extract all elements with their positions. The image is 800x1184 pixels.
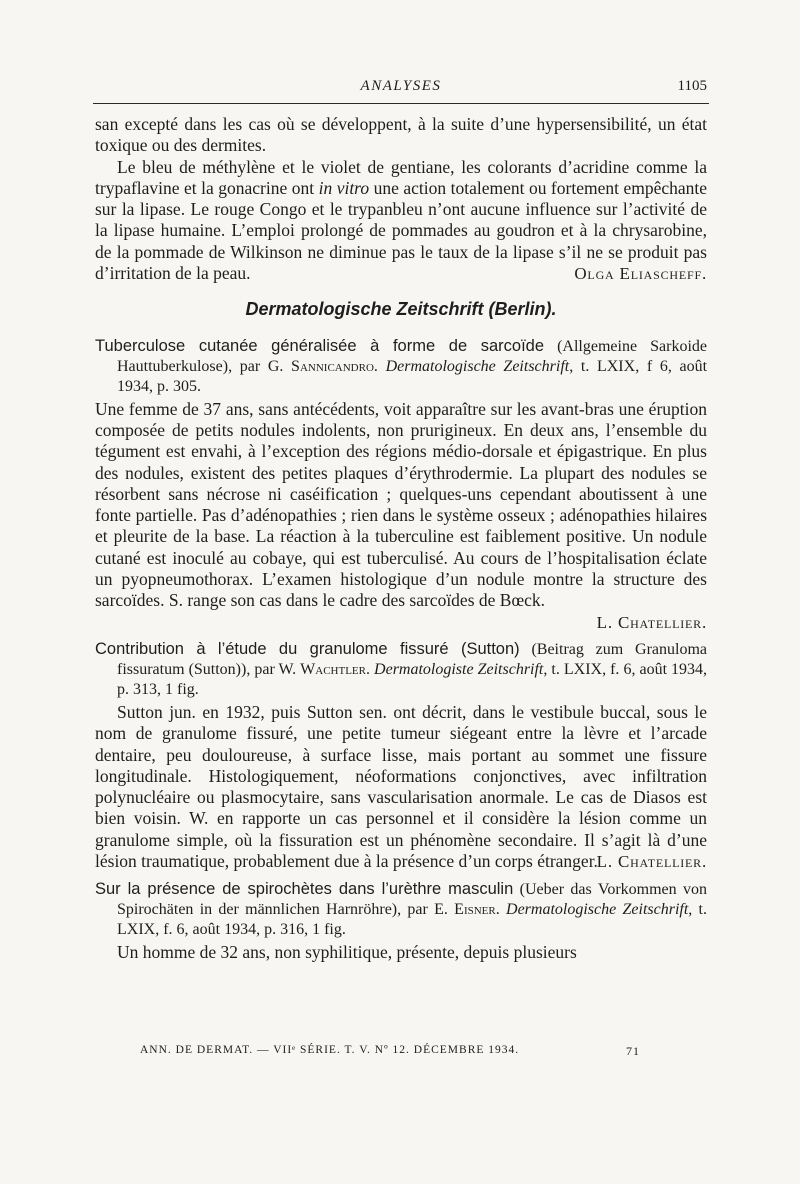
entry-1-title: Tuberculose cutanée généralisée à forme de sarcoïde: [95, 336, 545, 355]
page-footer: [140, 1044, 640, 1062]
entry-1-signature: L. Chatellier.: [596, 612, 707, 632]
entry-1-reference: [95, 336, 707, 397]
page-header: [95, 78, 707, 100]
entry-1-ref-b: .: [373, 357, 386, 375]
entry-2-author: Wachtler: [300, 660, 366, 678]
entry-3-author: Eisner: [454, 900, 496, 918]
entry-2-ref-b: .: [366, 660, 375, 678]
entry-1-journal: Dermatologische Zeitschrift: [385, 357, 570, 375]
entry-3-text: Un homme de 32 ans, non syphilitique, présente, depuis plusieurs: [117, 941, 577, 962]
entry-2-text: Sutton jun. en 1932, puis Sutton sen. ont décrit, dans le vestibule buccal, sous le nom de granulome fissuré, une petite tumeur siégeant entre la lèvre et l’arcade dentaire, peu douloureuse, à surface lisse, mais portant au sommet une fissure longitudinale. Histologiquement, néoformations conjonctives, avec infiltration polynucléaire ou plasmocytaire, sans vascularisation anormale. Le cas de Diasos est bien voisin. W. en rapporte un cas personnel et il considère la lésion comme un granulome simple, où la fissuration est un phénomène secondaire. Il s’agit là d’une lésion traumatique, probablement due à la présence d’un corps étranger.: [95, 701, 707, 872]
intro-text-a: Le bleu de méthylène et le violet de gentiane, les colorants d’acridine comme la trypaflavine et la gonacrine ont: [95, 156, 707, 198]
entry-3-journal: Dermatologische Zeitschrift: [506, 900, 689, 918]
header-rule: [93, 103, 709, 104]
intro-text-italic: in vitro: [318, 177, 370, 198]
abstract-entry-3: [95, 879, 707, 963]
journal-heading: Dermatologische Zeitschrift (Berlin).: [245, 298, 557, 319]
entry-2-title: Contribution à l’étude du granulome fissuré (Sutton): [95, 639, 520, 658]
intro-signature: Olga Eliascheff.: [574, 264, 707, 284]
footer-signature-mark: 71: [626, 1044, 640, 1058]
abstract-entry-1: [95, 336, 707, 633]
entry-3-ref-b: .: [495, 900, 507, 918]
entry-3-reference: [95, 879, 707, 940]
abstract-entry-2: [95, 639, 707, 873]
entry-3-title: Sur la présence de spirochètes dans l’urèthre masculin: [95, 879, 514, 898]
entry-3-ref-c: , t. LXIX, f. 6, août 1934, p. 316, 1 fig.: [117, 900, 708, 938]
entry-2-ref-c: , t. LXIX, f. 6, août 1934, p. 313, 1 fig.: [117, 660, 708, 698]
entry-2-reference: [95, 639, 707, 700]
entry-1-author: Sannicandro: [291, 357, 374, 375]
intro-text-b: une action totalement ou fortement empêchante sur la lipase. Le rouge Congo et le trypanbleu n’ont aucune influence sur l’activité de la lipase humaine. L’emploi prolongé de pommades au goudron et à la chrysarobine, de la pommade de Wilkinson ne diminue pas le taux de la lipase s’il ne se produit pas d’irritation de la peau.: [95, 177, 708, 284]
entry-1-ref-a: (Allgemeine Sarkoide Hauttuberkulose), par G.: [117, 337, 707, 375]
page-number: 1105: [677, 78, 707, 94]
entry-1-text: Une femme de 37 ans, sans antécédents, voit apparaître sur les avant-bras une éruption composée de petits nodules indolents, non prurigineux. En deux ans, l’ensemble du tégument est envahi, à l’exception des régions médio-dorsale et épigastrique. En plus des nodules, existent des petites plaques d’érythrodermie. La plupart des nodules se résorbent sans nécrose ni caséification ; quelques-uns cependant aboutissent à une fonte partielle. Pas d’adénopathies ; rien dans le système osseux ; adénopathies hilaires et pleurite de la base. La réaction à la tuberculine est faiblement positive. Un nodule cutané est inoculé au cobaye, qui est tuberculisé. Au cours de l’hospitalisation éclate un pyopneumothorax. L’examen histologique d’un nodule montre la structure des sarcoïdes. S. range son cas dans le cadre des sarcoïdes de Bœck.: [95, 398, 707, 611]
entry-2-ref-a: (Beitrag zum Granuloma fissuratum (Sutton)), par W.: [117, 640, 707, 678]
entry-1-ref-c: , t. LXIX, f 6, août 1934, p. 305.: [117, 357, 708, 395]
page-body: [95, 114, 707, 963]
intro-paragraph-1: san excepté dans les cas où se développent, à la suite d’une hypersensibilité, un état toxique ou des dermites.: [95, 114, 707, 156]
entry-3-ref-a: (Ueber das Vorkommen von Spirochäten in der männlichen Harnröhre), par E.: [117, 880, 708, 918]
running-title: ANALYSES: [360, 78, 442, 94]
entry-2-signature: L. Chatellier.: [596, 852, 707, 872]
entry-2-journal: Dermatologiste Zeitschrift: [374, 660, 544, 678]
footer-citation: ANN. DE DERMAT. — VIIᵉ SÉRIE. T. V. Nº 12. DÉCEMBRE 1934.: [140, 1044, 520, 1056]
